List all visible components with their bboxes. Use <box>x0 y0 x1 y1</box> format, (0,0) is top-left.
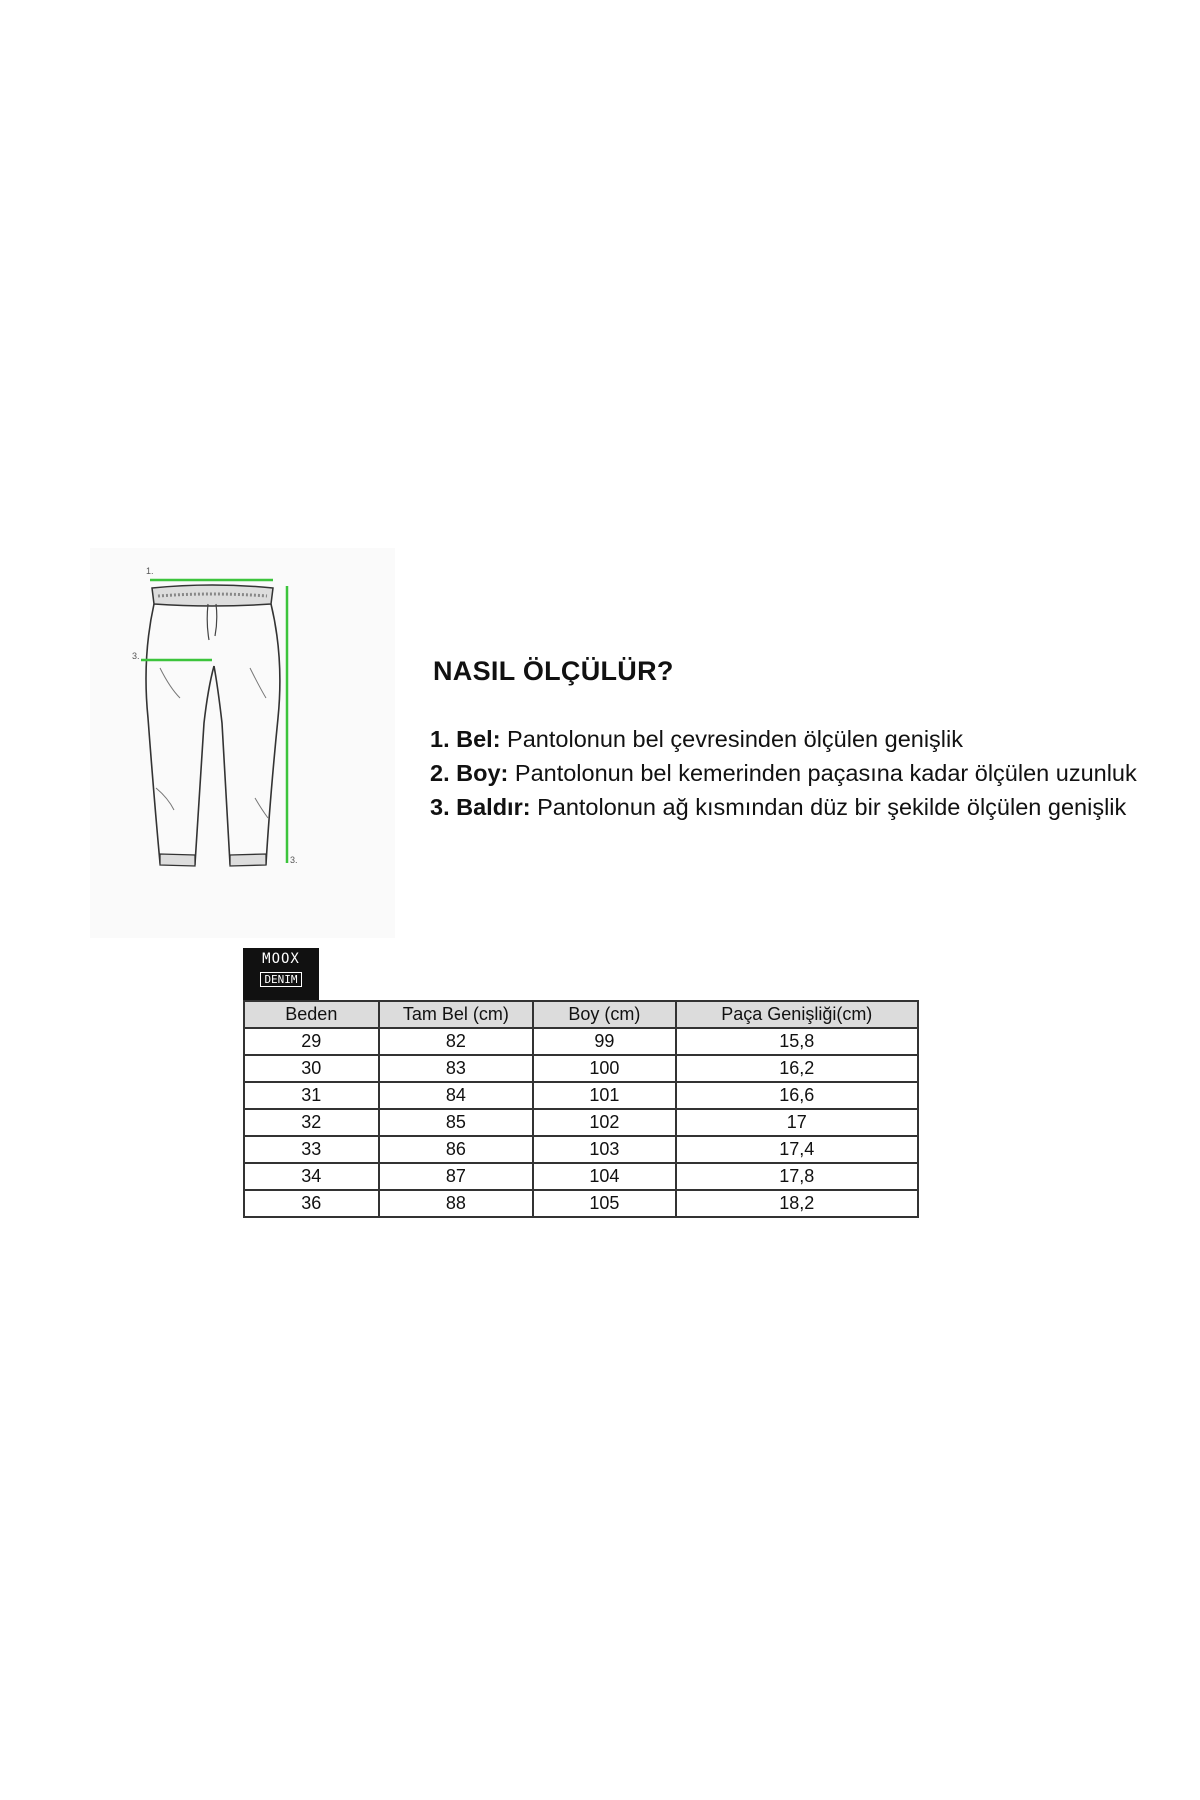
guide-item-length <box>430 756 1137 790</box>
cell-length: 101 <box>533 1082 676 1109</box>
cell-length: 104 <box>533 1163 676 1190</box>
cell-waist: 82 <box>379 1028 533 1055</box>
cell-size: 33 <box>244 1136 379 1163</box>
cell-hem-width: 18,2 <box>676 1190 918 1217</box>
cell-size: 36 <box>244 1190 379 1217</box>
cell-hem-width: 16,2 <box>676 1055 918 1082</box>
header-hem-width: Paça Genişliği(cm) <box>676 1001 918 1028</box>
header-length: Boy (cm) <box>533 1001 676 1028</box>
guide-term: 2. Boy: <box>430 760 509 786</box>
cell-waist: 85 <box>379 1109 533 1136</box>
cell-size: 29 <box>244 1028 379 1055</box>
guide-title: NASIL ÖLÇÜLÜR? <box>433 656 674 686</box>
guide-text: Pantolonun bel kemerinden paçasına kadar ölçülen uzunluk <box>508 760 1137 786</box>
table-row <box>244 1055 918 1082</box>
guide-text: Pantolonun bel çevresinden ölçülen genişlik <box>500 726 964 752</box>
cell-length: 105 <box>533 1190 676 1217</box>
brand-logo-line2: DENIM <box>260 972 301 987</box>
length-label: 3. <box>290 855 298 865</box>
header-waist: Tam Bel (cm) <box>379 1001 533 1028</box>
table-row <box>244 1082 918 1109</box>
cell-length: 102 <box>533 1109 676 1136</box>
table-row <box>244 1136 918 1163</box>
guide-item-calf <box>430 790 1137 824</box>
table-header-row <box>244 1001 918 1028</box>
guide-term: 3. Baldır: <box>430 794 531 820</box>
guide-item-waist <box>430 722 1137 756</box>
cell-size: 34 <box>244 1163 379 1190</box>
header-size: Beden <box>244 1001 379 1028</box>
cell-size: 32 <box>244 1109 379 1136</box>
cell-size: 31 <box>244 1082 379 1109</box>
waist-label: 1. <box>146 566 154 576</box>
cell-waist: 83 <box>379 1055 533 1082</box>
cell-length: 99 <box>533 1028 676 1055</box>
brand-logo-line1: MOOX <box>262 951 300 967</box>
right-leg <box>214 604 280 864</box>
cell-waist: 86 <box>379 1136 533 1163</box>
cell-size: 30 <box>244 1055 379 1082</box>
measurement-diagram <box>90 548 395 938</box>
cell-length: 103 <box>533 1136 676 1163</box>
guide-text: Pantolonun ağ kısmından düz bir şekilde ölçülen genişlik <box>530 794 1127 820</box>
guide-term: 1. Bel: <box>430 726 501 752</box>
cell-waist: 88 <box>379 1190 533 1217</box>
cell-hem-width: 17 <box>676 1109 918 1136</box>
left-leg <box>146 604 214 864</box>
cell-hem-width: 16,6 <box>676 1082 918 1109</box>
table-row <box>244 1190 918 1217</box>
brand-logo <box>243 948 319 1000</box>
table-row <box>244 1163 918 1190</box>
pants-illustration <box>90 548 395 938</box>
measurement-guide-list <box>430 722 1137 824</box>
cell-length: 100 <box>533 1055 676 1082</box>
cell-hem-width: 15,8 <box>676 1028 918 1055</box>
table-row <box>244 1109 918 1136</box>
cell-waist: 84 <box>379 1082 533 1109</box>
table-row <box>244 1028 918 1055</box>
size-table <box>243 1000 919 1218</box>
cell-hem-width: 17,8 <box>676 1163 918 1190</box>
cell-waist: 87 <box>379 1163 533 1190</box>
cell-hem-width: 17,4 <box>676 1136 918 1163</box>
calf-label: 3. <box>132 651 140 661</box>
